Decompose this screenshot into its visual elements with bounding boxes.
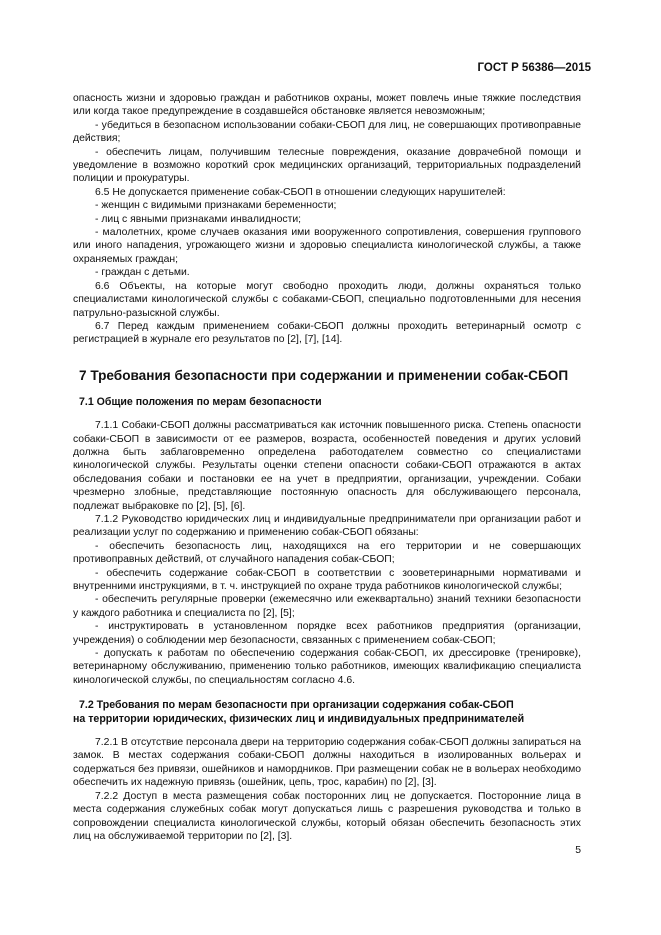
paragraph: 7.1.2 Руководство юридических лиц и индивидуальные предприниматели при организации работ и реализации услуг по содержанию и применению собак-СБОП обязаны: [73,513,581,539]
subsection-heading-line: 7.2 Требования по мерам безопасности при организации содержания собак-СБОП [79,699,514,712]
paragraph: - обеспечить регулярные проверки (ежемесячно или ежеквартально) знаний техники безопасности у каждого работника и специалиста по [2], [5]; [73,594,581,619]
paragraph: - убедиться в безопасном использовании собаки-СБОП для лиц, не совершающих противоправные действия; [73,119,581,145]
subsection-heading [73,699,581,726]
page-body [73,92,581,843]
paragraph: - инструктировать в установленном порядке всех работников предприятия (организации, учреждения) о соблюдении мер безопасности, связанных с применением собак-СБОП; [73,621,581,646]
paragraph: - лиц с явными признаками инвалидности; [95,213,302,225]
paragraph: опасность жизни и здоровью граждан и работников охраны, может повлечь иные тяжкие последствия или когда такое предупреждение в создавшейся обстановке является невозможным; [73,93,581,118]
paragraph: - обеспечить безопасность лиц, находящихся на его территории и не совершающих противоправных действий, от случайного нападения собак-СБОП; [73,540,581,566]
subsection-heading: 7.1 Общие положения по мерам безопасности [79,395,322,408]
paragraph: 7.2.1 В отсутствие персонала двери на территорию содержания собак-СБОП должны запираться на замок. В местах содержания собаки-СБОП должны находиться в изолированных вольерах и содержаться без привязи, ошейников и намордников. При размещении собак не в вольерах необходимо обеспечить их надежную привязь (ошейник, цепь, трос, карабин) по [2], [3]. [73,737,582,789]
document-header: ГОСТ Р 56386—2015 [477,62,591,74]
paragraph: 7.1.1 Собаки-СБОП должны рассматриваться как источник повышенного риска. Степень опасности собаки-СБОП в зависимости от ее размеров, возраста, особенностей поведения и других условий должна быть заблаговременно определена работодателем совместно со специалистами кинологической службы. Результаты оценки степени опасности собаки-СБОП отражаются в актах обследования собаки и постановки ее на учет в предприятии, организации, учреждении. Собаки чрезмерно злобные, представляющие постоянную опасность для обслуживающего персонала, подлежат выбраковке по [2], [5], [6]. [73,420,581,512]
paragraph: 6.6 Объекты, на которые могут свободно проходить люди, должны охраняться только специалистами кинологической службы с собаками-СБОП, специально подготовленными для несения патрульно-разыскной службы. [73,280,581,319]
paragraph: 6.5 Не допускается применение собак-СБОП в отношении следующих нарушителей: [95,186,506,198]
page-number: 5 [575,845,581,856]
subsection-heading-line: на территории юридических, физических лиц и индивидуальных предпринимателей [73,712,525,725]
paragraph: - обеспечить содержание собак-СБОП в соответствии с зооветеринарными нормативами и внутренними инструкциями, в т. ч. инструкцией по охране труда работников кинологической службы; [73,567,581,592]
paragraph: - малолетних, кроме случаев оказания ими вооруженного сопротивления, совершения группового или иного нападения, угрожающего жизни и здоровью специалиста кинологической службы, а также охраняемых граждан; [73,227,581,265]
paragraph: - женщин с видимыми признаками беременности; [95,200,337,212]
paragraph: - допускать к работам по обеспечению содержания собак-СБОП, их дрессировке (тренировке), ветеринарному обслуживанию, применению только работников, имеющих квалификацию специалиста кинологической службы, по специальностям согласно 4.6. [73,648,581,686]
section-heading: 7 Требования безопасности при содержании и применении собак-СБОП [79,367,569,383]
paragraph: - граждан с детьми. [95,267,190,279]
paragraph: - обеспечить лицам, получившим телесные повреждения, оказание доврачебной помощи и уведомление в возможно короткий срок медицинских организаций, территориальных подразделений полиции и прокуратуры. [73,146,581,185]
paragraph: 6.7 Перед каждым применением собаки-СБОП должны проходить ветеринарный осмотр с регистрацией в журнале его результатов по [2], [7], [14]. [73,320,581,346]
paragraph: 7.2.2 Доступ в места размещения собак посторонних лиц не допускается. Посторонние лица в места содержания служебных собак могут допускаться лишь с разрешения руководства и только в сопровождении специалиста кинологической службы, который обязан обеспечить безопасность этих лиц на обслуживаемой территории по [2], [3]. [73,790,581,842]
